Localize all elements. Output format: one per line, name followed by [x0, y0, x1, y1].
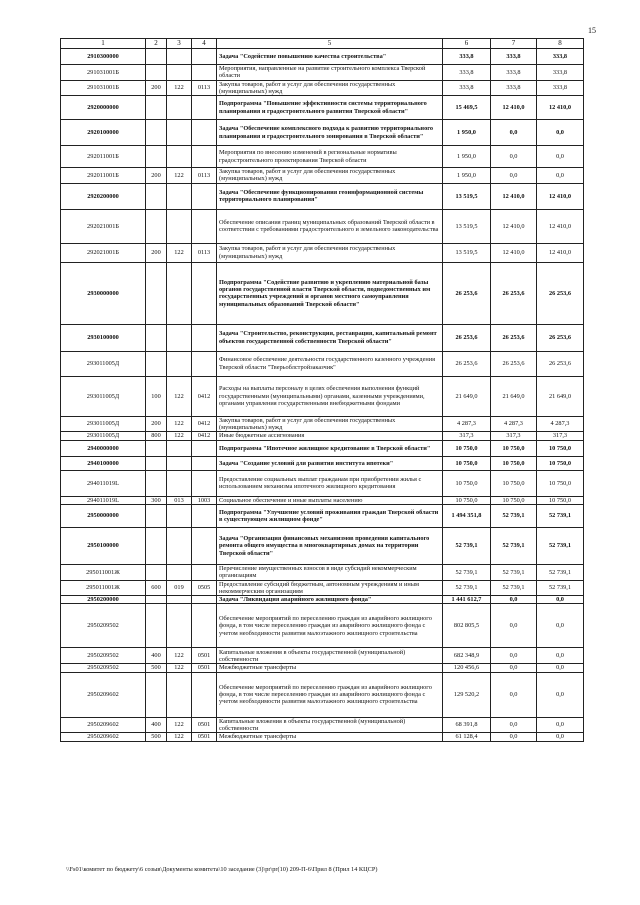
row-value-col7: 0,0 [491, 596, 537, 604]
row-value-col7: 4 287,3 [491, 416, 537, 432]
row-section: 0412 [192, 376, 217, 416]
row-value-col8: 0,0 [537, 168, 584, 184]
row-grbs: 122 [167, 717, 192, 733]
table-row [61, 183, 584, 209]
row-value-col6: 333,8 [443, 80, 491, 96]
column-header-6: 6 [443, 39, 491, 49]
row-vr: 200 [146, 80, 167, 96]
row-description: Капитальные вложения в объекты государственной (муниципальной) собственности [217, 648, 443, 664]
table-row [61, 580, 584, 596]
row-value-col7: 10 750,0 [491, 456, 537, 470]
row-value-col6: 26 253,6 [443, 324, 491, 351]
row-vr [146, 672, 167, 717]
row-section: 0113 [192, 80, 217, 96]
row-section [192, 456, 217, 470]
row-vr [146, 96, 167, 120]
row-grbs [167, 146, 192, 168]
row-value-col7: 12 410,0 [491, 96, 537, 120]
row-vr [146, 146, 167, 168]
table-row [61, 456, 584, 470]
row-code: 291031001Б [61, 65, 146, 81]
row-description: Мероприятия по внесению изменений в региональные нормативы градостроительного проектирования Тверской области [217, 146, 443, 168]
row-description: Подпрограмма "Содействие развитию и укреплению материальной базы органов государственной власти Тверской области, подведомственных им государственных учреждений и органов местного самоуправления муниципальных образований Тверской области" [217, 262, 443, 324]
budget-table-sheet [60, 38, 583, 742]
row-vr [146, 440, 167, 456]
row-code: 2950209602 [61, 733, 146, 741]
row-grbs: 019 [167, 580, 192, 596]
row-section [192, 564, 217, 580]
row-grbs: 122 [167, 733, 192, 741]
column-header-8: 8 [537, 39, 584, 49]
row-description: Подпрограмма "Повышение эффективности системы территориального планирования и градостроительного развития Тверской области" [217, 96, 443, 120]
row-description: Иные бюджетные ассигнования [217, 432, 443, 440]
row-description: Закупка товаров, работ и услуг для обеспечения государственных (муниципальных) нужд [217, 416, 443, 432]
row-grbs: 013 [167, 496, 192, 504]
row-code: 2950200000 [61, 596, 146, 604]
file-path-footer: \\Fs01\комитет по бюджету\6 созыв\Документы комитета\10 заседание (3)\pr\pr(10) 209-П-6\Прил 8 (Прил 14 КЦСР) [66, 866, 378, 873]
row-vr [146, 49, 167, 65]
row-vr [146, 183, 167, 209]
row-value-col7: 0,0 [491, 120, 537, 146]
row-section [192, 262, 217, 324]
row-value-col7: 333,8 [491, 49, 537, 65]
row-value-col7: 52 739,1 [491, 580, 537, 596]
row-vr [146, 604, 167, 648]
row-description: Обеспечение мероприятий по переселению граждан из аварийного жилищного фонда, в том числе переселению граждан из аварийного жилищного фонда с учетом необходимости развития малоэтажного жилищного строительства [217, 604, 443, 648]
row-grbs [167, 49, 192, 65]
budget-table [60, 38, 584, 742]
table-row [61, 324, 584, 351]
row-value-col6: 1 441 612,7 [443, 596, 491, 604]
row-description: Задача "Обеспечение комплексного подхода к развитию территориального планирования и градостроительного зонирования в Тверской области" [217, 120, 443, 146]
row-section: 0501 [192, 664, 217, 672]
row-code: 293011005Д [61, 416, 146, 432]
row-grbs [167, 65, 192, 81]
table-row [61, 648, 584, 664]
table-row [61, 96, 584, 120]
row-value-col8: 10 750,0 [537, 496, 584, 504]
row-section [192, 183, 217, 209]
table-row [61, 146, 584, 168]
row-value-col8: 0,0 [537, 648, 584, 664]
row-code: 2930000000 [61, 262, 146, 324]
table-header-row [61, 39, 584, 49]
row-value-col7: 10 750,0 [491, 440, 537, 456]
row-grbs [167, 527, 192, 564]
row-code: 2950209502 [61, 604, 146, 648]
row-code: 294011019L [61, 496, 146, 504]
row-vr [146, 351, 167, 376]
row-description: Подпрограмма "Ипотечное жилищное кредитование в Тверской области" [217, 440, 443, 456]
row-code: 2930100000 [61, 324, 146, 351]
row-code: 2950209502 [61, 648, 146, 664]
row-value-col8: 12 410,0 [537, 96, 584, 120]
row-description: Капитальные вложения в объекты государственной (муниципальной) собственности [217, 717, 443, 733]
row-code: 294011019L [61, 470, 146, 496]
column-header-4: 4 [192, 39, 217, 49]
row-value-col8: 12 410,0 [537, 243, 584, 262]
table-row [61, 564, 584, 580]
row-section [192, 209, 217, 243]
row-value-col6: 120 456,6 [443, 664, 491, 672]
row-value-col6: 13 519,5 [443, 243, 491, 262]
row-section [192, 120, 217, 146]
row-vr: 200 [146, 416, 167, 432]
row-value-col7: 317,3 [491, 432, 537, 440]
row-value-col6: 52 739,1 [443, 580, 491, 596]
row-code: 2920200000 [61, 183, 146, 209]
row-grbs [167, 96, 192, 120]
table-row [61, 717, 584, 733]
row-section [192, 604, 217, 648]
row-value-col7: 10 750,0 [491, 470, 537, 496]
row-value-col8: 52 739,1 [537, 504, 584, 527]
row-value-col6: 13 519,5 [443, 209, 491, 243]
row-code: 2950000000 [61, 504, 146, 527]
row-section: 1003 [192, 496, 217, 504]
row-value-col8: 26 253,6 [537, 324, 584, 351]
row-description: Социальное обеспечение и иные выплаты населению [217, 496, 443, 504]
row-code: 2920100000 [61, 120, 146, 146]
row-description: Обеспечение мероприятий по переселению граждан из аварийного жилищного фонда, в том числе переселению граждан из аварийного жилищного фонда с учетом необходимости развития малоэтажного жилищного строительства [217, 672, 443, 717]
row-code: 292011001Б [61, 168, 146, 184]
row-description: Обеспечение описания границ муниципальных образований Тверской области в соответствии с требованиями градостроительного и земельного законодательства [217, 209, 443, 243]
row-description: Предоставление субсидий бюджетным, автономным учреждениям и иным некоммерческим организациям [217, 580, 443, 596]
row-value-col6: 21 649,0 [443, 376, 491, 416]
row-description: Закупка товаров, работ и услуг для обеспечения государственных (муниципальных) нужд [217, 243, 443, 262]
row-vr [146, 209, 167, 243]
row-section: 0412 [192, 432, 217, 440]
row-vr [146, 120, 167, 146]
row-value-col6: 1 950,0 [443, 168, 491, 184]
row-section [192, 672, 217, 717]
row-value-col6: 26 253,6 [443, 351, 491, 376]
row-description: Задача "Содействие повышению качества строительства" [217, 49, 443, 65]
row-section [192, 96, 217, 120]
row-value-col7: 0,0 [491, 648, 537, 664]
row-description: Закупка товаров, работ и услуг для обеспечения государственных (муниципальных) нужд [217, 80, 443, 96]
row-value-col6: 333,8 [443, 65, 491, 81]
table-row [61, 49, 584, 65]
row-grbs [167, 209, 192, 243]
row-value-col7: 0,0 [491, 146, 537, 168]
row-value-col7: 26 253,6 [491, 351, 537, 376]
table-row [61, 440, 584, 456]
column-header-5: 5 [217, 39, 443, 49]
row-vr [146, 262, 167, 324]
row-vr [146, 527, 167, 564]
row-value-col6: 10 750,0 [443, 456, 491, 470]
row-vr: 100 [146, 376, 167, 416]
row-code: 293011005Д [61, 432, 146, 440]
row-grbs: 122 [167, 648, 192, 664]
row-value-col8: 10 750,0 [537, 456, 584, 470]
row-code: 2940000000 [61, 440, 146, 456]
row-description: Задача "Обеспечение функционирования геоинформационной системы территориального планирования" [217, 183, 443, 209]
table-row [61, 209, 584, 243]
row-grbs [167, 183, 192, 209]
row-value-col6: 10 750,0 [443, 440, 491, 456]
row-value-col8: 0,0 [537, 120, 584, 146]
table-row [61, 672, 584, 717]
row-value-col6: 52 739,1 [443, 527, 491, 564]
row-grbs [167, 596, 192, 604]
row-code: 293011005Д [61, 351, 146, 376]
row-value-col7: 333,8 [491, 80, 537, 96]
row-grbs: 122 [167, 416, 192, 432]
row-grbs: 122 [167, 243, 192, 262]
row-vr: 300 [146, 496, 167, 504]
row-value-col6: 682 348,9 [443, 648, 491, 664]
row-description: Задача "Строительство, реконструкция, реставрация, капитальный ремонт объектов государственной собственности Тверской области" [217, 324, 443, 351]
row-value-col7: 52 739,1 [491, 527, 537, 564]
table-row [61, 470, 584, 496]
table-row [61, 80, 584, 96]
row-code: 292021001Б [61, 243, 146, 262]
table-row [61, 527, 584, 564]
row-value-col8: 333,8 [537, 49, 584, 65]
row-vr: 200 [146, 243, 167, 262]
row-value-col7: 12 410,0 [491, 209, 537, 243]
row-grbs [167, 456, 192, 470]
row-vr [146, 324, 167, 351]
row-value-col8: 0,0 [537, 717, 584, 733]
row-code: 2950209602 [61, 717, 146, 733]
row-code: 2950209502 [61, 664, 146, 672]
row-value-col6: 317,3 [443, 432, 491, 440]
row-description: Задача "Создание условий для развития института ипотеки" [217, 456, 443, 470]
row-value-col8: 4 287,3 [537, 416, 584, 432]
row-value-col7: 0,0 [491, 672, 537, 717]
row-section [192, 504, 217, 527]
row-value-col7: 52 739,1 [491, 564, 537, 580]
row-value-col8: 12 410,0 [537, 209, 584, 243]
row-value-col7: 333,8 [491, 65, 537, 81]
row-value-col7: 12 410,0 [491, 243, 537, 262]
row-code: 295011001Ж [61, 580, 146, 596]
row-value-col6: 10 750,0 [443, 470, 491, 496]
row-description: Финансовое обеспечение деятельности государственного казенного учреждения Тверской области "Тверьоблстройзаказчик" [217, 351, 443, 376]
row-grbs [167, 262, 192, 324]
row-section [192, 470, 217, 496]
row-value-col8: 52 739,1 [537, 580, 584, 596]
column-header-1: 1 [61, 39, 146, 49]
row-vr: 500 [146, 664, 167, 672]
row-grbs [167, 440, 192, 456]
row-value-col7: 26 253,6 [491, 324, 537, 351]
row-grbs [167, 604, 192, 648]
row-description: Задача "Организация финансовых механизмов проведения капитального ремонта общего имущества в многоквартирных домах на территории Тверской области" [217, 527, 443, 564]
row-vr [146, 470, 167, 496]
row-grbs [167, 672, 192, 717]
row-description: Перечисление имущественных взносов в виде субсидий некоммерческим организациям [217, 564, 443, 580]
row-vr [146, 65, 167, 81]
page-number: 15 [588, 26, 596, 35]
row-vr: 400 [146, 648, 167, 664]
row-section: 0505 [192, 580, 217, 596]
table-row [61, 376, 584, 416]
row-description: Подпрограмма "Улучшение условий проживания граждан Тверской области в существующем жилищном фонде" [217, 504, 443, 527]
table-row [61, 168, 584, 184]
table-row [61, 120, 584, 146]
table-row [61, 596, 584, 604]
row-vr: 400 [146, 717, 167, 733]
table-row [61, 262, 584, 324]
row-value-col6: 10 750,0 [443, 496, 491, 504]
row-vr [146, 504, 167, 527]
row-grbs: 122 [167, 80, 192, 96]
table-body [61, 49, 584, 742]
row-value-col8: 0,0 [537, 596, 584, 604]
row-value-col8: 0,0 [537, 604, 584, 648]
row-value-col6: 68 391,8 [443, 717, 491, 733]
column-header-3: 3 [167, 39, 192, 49]
row-grbs: 122 [167, 376, 192, 416]
row-value-col8: 0,0 [537, 146, 584, 168]
row-value-col7: 21 649,0 [491, 376, 537, 416]
row-grbs: 122 [167, 432, 192, 440]
row-section: 0501 [192, 733, 217, 741]
table-row [61, 243, 584, 262]
row-value-col8: 317,3 [537, 432, 584, 440]
row-value-col8: 26 253,6 [537, 262, 584, 324]
row-value-col8: 333,8 [537, 80, 584, 96]
row-vr [146, 456, 167, 470]
row-value-col6: 15 469,5 [443, 96, 491, 120]
row-description: Межбюджетные трансферты [217, 733, 443, 741]
row-code: 2910300000 [61, 49, 146, 65]
table-row [61, 65, 584, 81]
row-description: Расходы на выплаты персоналу в целях обеспечения выполнения функций государственными (муниципальными) органами, казенными учреждениями, органами управления государственными внебюджетными фондами [217, 376, 443, 416]
row-vr: 800 [146, 432, 167, 440]
row-grbs [167, 351, 192, 376]
row-section [192, 146, 217, 168]
column-header-7: 7 [491, 39, 537, 49]
row-value-col8: 333,8 [537, 65, 584, 81]
row-value-col7: 0,0 [491, 604, 537, 648]
row-section [192, 351, 217, 376]
row-grbs [167, 564, 192, 580]
row-value-col6: 1 494 351,8 [443, 504, 491, 527]
row-vr [146, 564, 167, 580]
table-row [61, 733, 584, 741]
table-row [61, 664, 584, 672]
row-vr [146, 596, 167, 604]
row-value-col6: 333,8 [443, 49, 491, 65]
row-section: 0501 [192, 717, 217, 733]
table-row [61, 604, 584, 648]
row-value-col7: 12 410,0 [491, 183, 537, 209]
row-value-col6: 802 805,5 [443, 604, 491, 648]
row-value-col8: 12 410,0 [537, 183, 584, 209]
row-grbs [167, 120, 192, 146]
row-section [192, 49, 217, 65]
row-value-col7: 0,0 [491, 168, 537, 184]
row-description: Межбюджетные трансферты [217, 664, 443, 672]
row-section: 0501 [192, 648, 217, 664]
row-value-col6: 13 519,5 [443, 183, 491, 209]
row-code: 292021001Б [61, 209, 146, 243]
row-code: 293011005Д [61, 376, 146, 416]
row-description: Предоставление социальных выплат гражданам при приобретении жилья с использованием механизма ипотечного жилищного кредитования [217, 470, 443, 496]
row-code: 295011001Ж [61, 564, 146, 580]
row-section [192, 527, 217, 564]
row-value-col7: 0,0 [491, 664, 537, 672]
row-value-col8: 0,0 [537, 664, 584, 672]
row-code: 292011001Б [61, 146, 146, 168]
row-value-col8: 21 649,0 [537, 376, 584, 416]
row-vr: 500 [146, 733, 167, 741]
row-grbs [167, 504, 192, 527]
row-section: 0113 [192, 243, 217, 262]
row-value-col6: 26 253,6 [443, 262, 491, 324]
row-description: Закупка товаров, работ и услуг для обеспечения государственных (муниципальных) нужд [217, 168, 443, 184]
row-description: Задача "Ликвидация аварийного жилищного фонда" [217, 596, 443, 604]
row-section [192, 440, 217, 456]
row-value-col7: 26 253,6 [491, 262, 537, 324]
row-value-col8: 0,0 [537, 733, 584, 741]
row-section: 0113 [192, 168, 217, 184]
row-value-col8: 52 739,1 [537, 564, 584, 580]
table-row [61, 504, 584, 527]
row-value-col7: 0,0 [491, 717, 537, 733]
row-code: 2950100000 [61, 527, 146, 564]
row-value-col8: 10 750,0 [537, 440, 584, 456]
row-grbs: 122 [167, 664, 192, 672]
row-grbs [167, 324, 192, 351]
row-section: 0412 [192, 416, 217, 432]
row-vr: 600 [146, 580, 167, 596]
row-grbs [167, 470, 192, 496]
row-value-col7: 10 750,0 [491, 496, 537, 504]
table-row [61, 432, 584, 440]
row-value-col6: 1 950,0 [443, 146, 491, 168]
column-header-2: 2 [146, 39, 167, 49]
row-value-col8: 26 253,6 [537, 351, 584, 376]
row-value-col7: 52 739,1 [491, 504, 537, 527]
row-value-col6: 52 739,1 [443, 564, 491, 580]
row-value-col6: 129 520,2 [443, 672, 491, 717]
row-value-col6: 61 128,4 [443, 733, 491, 741]
row-vr: 200 [146, 168, 167, 184]
row-code: 2920000000 [61, 96, 146, 120]
row-section [192, 324, 217, 351]
row-value-col8: 10 750,0 [537, 470, 584, 496]
row-section [192, 65, 217, 81]
row-code: 291031001Б [61, 80, 146, 96]
row-value-col6: 1 950,0 [443, 120, 491, 146]
row-section [192, 596, 217, 604]
row-value-col8: 52 739,1 [537, 527, 584, 564]
row-description: Мероприятия, направленные на развитие строительного комплекса Тверской области [217, 65, 443, 81]
row-grbs: 122 [167, 168, 192, 184]
row-code: 2940100000 [61, 456, 146, 470]
row-value-col7: 0,0 [491, 733, 537, 741]
row-value-col8: 0,0 [537, 672, 584, 717]
row-value-col6: 4 287,3 [443, 416, 491, 432]
table-row [61, 496, 584, 504]
table-row [61, 351, 584, 376]
table-row [61, 416, 584, 432]
row-code: 2950209602 [61, 672, 146, 717]
